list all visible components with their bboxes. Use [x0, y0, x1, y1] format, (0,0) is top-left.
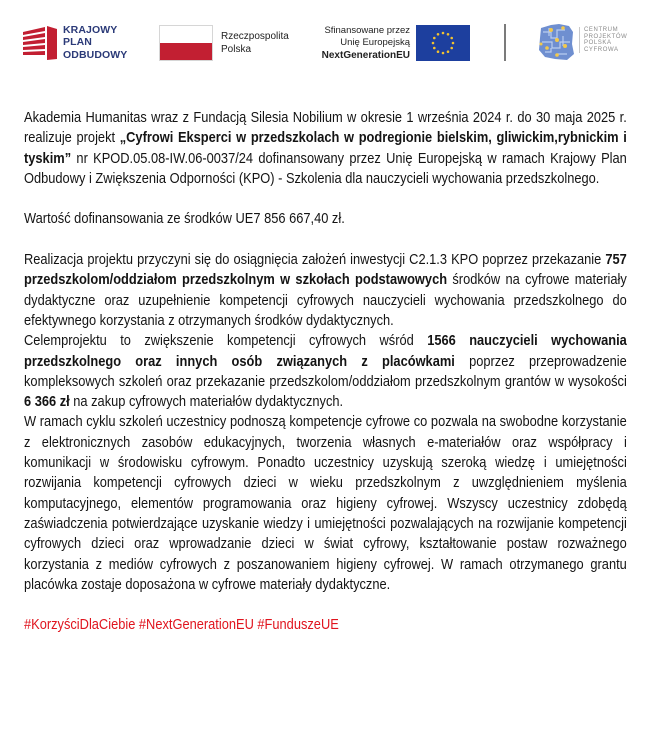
eu-line-2: Unię Europejską	[340, 37, 410, 49]
project-description	[24, 108, 627, 636]
training-paragraph: W ramach cyklu szkoleń uczestnicy podnoszą kompetencje cyfrowe co pozwala na swobodne korzystanie z elektronicznych zasobów edukacyjnych, tworzenia własnych e-materiałów oraz współpracy i komunikacji w środowisku cyfrowym. Ponadto uczestnicy uzyskują szeroką wiedzę i umiejętności rozwijania kompetencji cyfrowych dzieci w wieku przedszkolnym z uwzględnieniem myślenia komputacyjnego, elementów programowania oraz higieny cyfrowej. Wszyscy uczestnicy zdobędą zaświadczenia potwierdzające uzyskanie wiedzy i umiejętności pozwalających na rozwijanie kompetencji cyfrowych dzieci oraz wprowadzanie dzieci w świat cyfrowy, kształtowanie postaw rozważnego korzystania z mediów cyfrowych z poszanowaniem higieny cyfrowej. W ramach otrzymanego grantu placówka zostaje doposażona w cyfrowe materiały dydaktyczne.	[24, 414, 627, 593]
kpo-line-2: PLAN	[63, 36, 92, 49]
eu-funding-text	[318, 25, 410, 62]
logo-separator	[504, 24, 506, 61]
cppc-line-1: CENTRUM	[584, 27, 619, 33]
kpo-building-icon	[23, 25, 58, 61]
cppc-divider	[579, 27, 580, 53]
preschool-count: 757 przedszkolom/oddziałom przedszkolnym w szkołach podstawowych	[24, 252, 627, 289]
poland-line-1: Rzeczpospolita	[221, 31, 289, 42]
funding-value-paragraph: Wartość dofinansowania ze środków UE7 856 667,40 zł.	[24, 211, 345, 228]
cppc-map-icon	[537, 22, 575, 62]
funding-logos-bar	[0, 0, 652, 90]
hashtags: #KorzyściDlaCiebie #NextGenerationEU #FunduszeUE	[24, 617, 339, 634]
cppc-line-3: POLSKA	[584, 40, 612, 47]
cppc-logo-text	[584, 27, 627, 53]
kpo-line-3: ODBUDOWY	[63, 48, 128, 61]
investment-paragraph: Realizacja projektu przyczyni się do osiągnięcia założeń inwestycji C2.1.3 KPO poprzez przekazanie 757 przedszkolom/oddziałom przedszkolnym w szkołach podstawowych środków na cyfrowe materiały dydaktyczne oraz uzupełnienie kompetencji cyfrowych nauczycieli wychowania przedszkolnego do efektywnego korzystania z otrzymanych środków dydaktycznych.	[24, 252, 627, 329]
goal-paragraph: Celemprojektu to zwiększenie kompetencji cyfrowych wśród 1566 nauczycieli wychowania przedszkolnego oraz innych osób związanych z placówkami poprzez przeprowadzenie kompleksowych szkoleń oraz przekazanie przedszkolom/oddziałom przedszkolnym grantów w wysokości 6 366 zł na zakup cyfrowych materiałów dydaktycznych.	[24, 333, 627, 411]
teacher-count: 1566 nauczycieli wychowania przedszkolnego oraz innych osób związanych z placówkami	[24, 333, 627, 370]
cppc-line-4: CYFROWA	[584, 46, 619, 53]
cppc-line-2: PROJEKTÓW	[584, 33, 628, 40]
kpo-logo-text	[63, 24, 127, 61]
grant-amount: 6 366 zł	[24, 394, 70, 411]
eu-line-3: NextGenerationEU	[321, 49, 410, 61]
poland-line-2: Polska	[221, 44, 252, 55]
intro-paragraph: Akademia Humanitas wraz z Fundacją Silesia Nobilium w okresie 1 września 2024 r. do 30 maja 2025 r. realizuje projekt „Cyfrowi Eksperci w przedszkolach w podregionie bielskim, gliwickim,rybnickim i tyskim” nr KPOD.05.08-IW.06-0037/24 dofinansowany przez Unię Europejską w ramach Krajowy Plan Odbudowy i Zwiększenia Odporności (KPO) - Szkolenia dla nauczycieli wychowania przedszkolnego.	[24, 110, 627, 187]
kpo-line-1: KRAJOWY	[63, 24, 118, 36]
eu-line-1: Sfinansowane przez	[324, 25, 410, 36]
project-title: „Cyfrowi Eksperci w przedszkolach w podregionie bielskim, gliwickim,rybnickim i tyskim”	[24, 130, 627, 167]
poland-logo-text	[221, 30, 289, 56]
poland-flag-icon	[159, 25, 213, 61]
eu-flag-icon	[416, 25, 470, 61]
